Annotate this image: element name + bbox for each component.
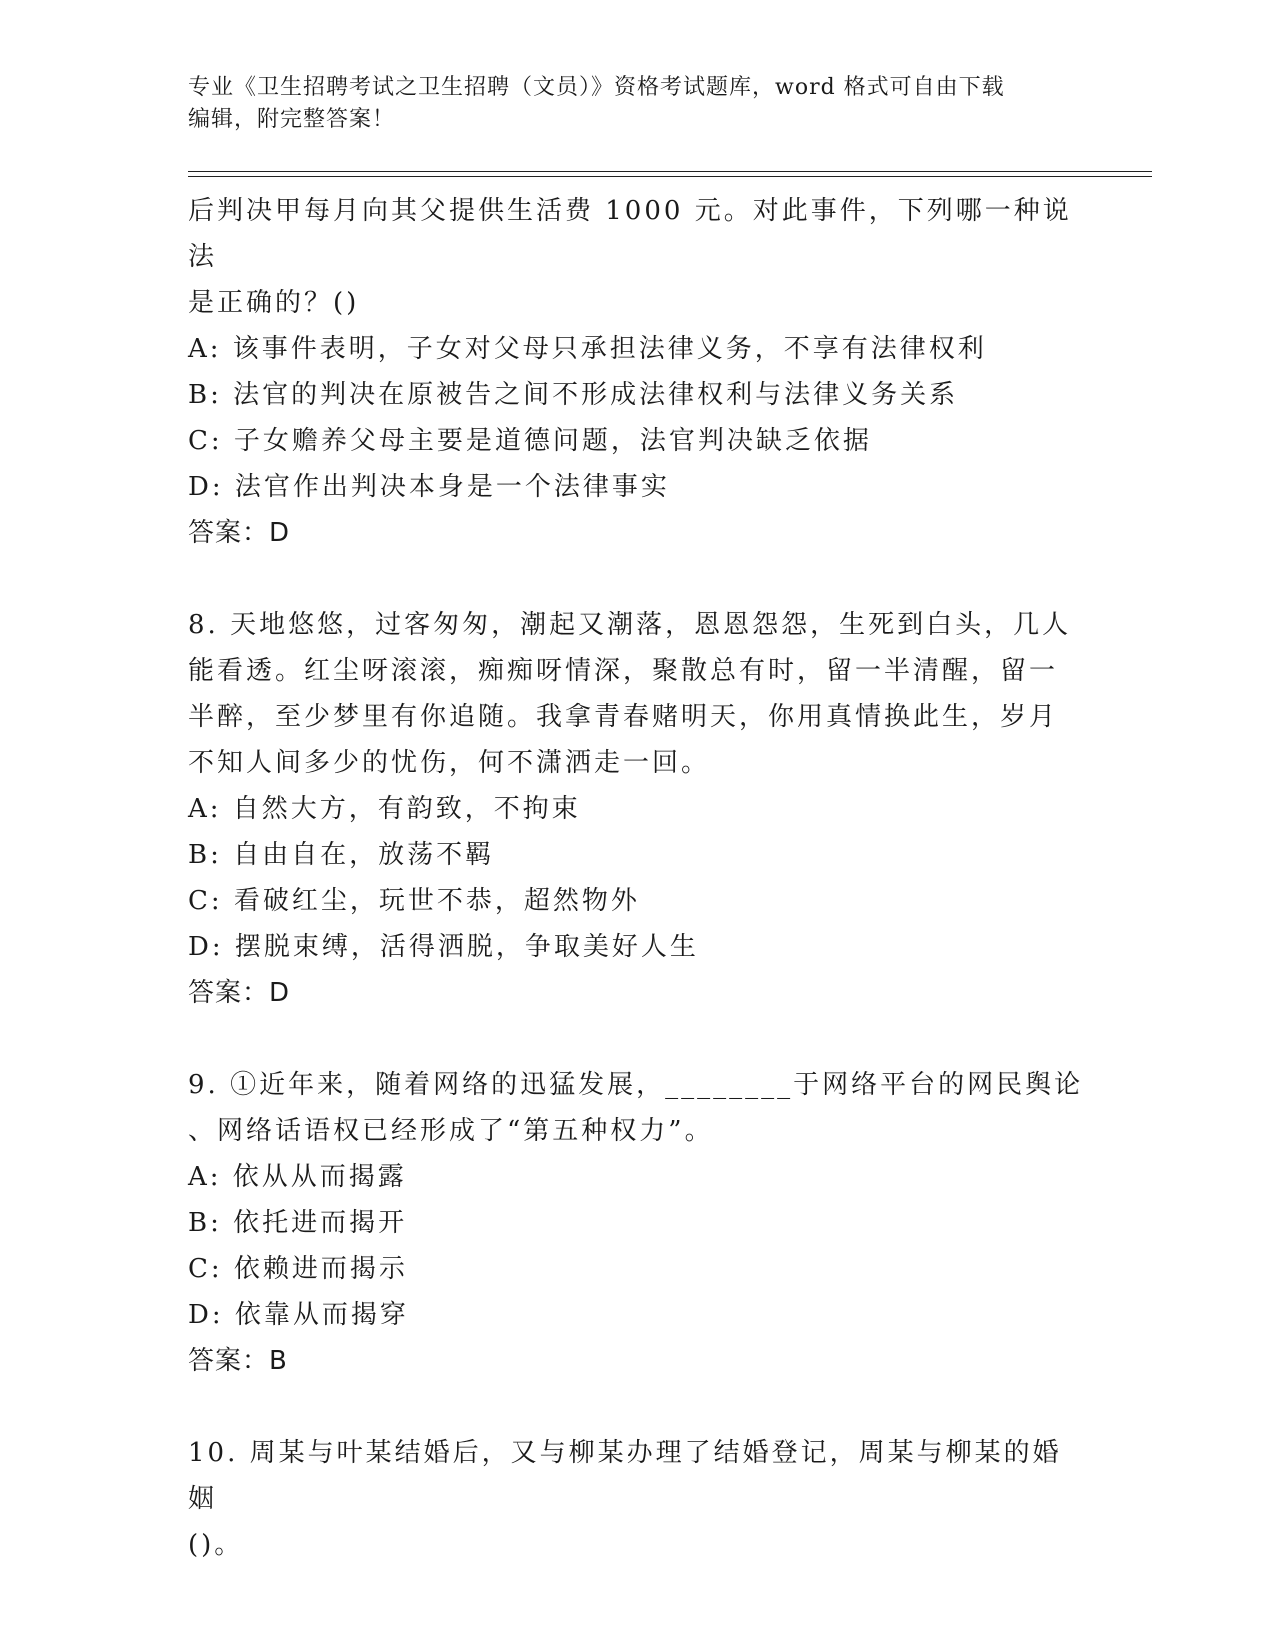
option-b: B: 法官的判决在原被告之间不形成法律权利与法律义务关系 (188, 380, 959, 410)
option-b: B: 依托进而揭开 (188, 1208, 408, 1238)
option-a: A: 自然大方，有韵致，不拘束 (188, 794, 581, 824)
option-a: A: 依从从而揭露 (188, 1162, 407, 1192)
option-a: A: 该事件表明，子女对父母只承担法律义务，不享有法律权利 (188, 334, 987, 364)
option-c: C: 看破红尘，玩世不恭，超然物外 (188, 886, 640, 916)
answer-label: 答案：D (188, 518, 291, 548)
question-stem-line: 、网络话语权已经形成了“第五种权力”。 (188, 1116, 714, 1146)
question-stem-line: 半醉，至少梦里有你追随。我拿青春赌明天，你用真情换此生，岁月 (188, 702, 1059, 732)
question-list (188, 188, 1088, 1614)
answer-label: 答案：D (188, 978, 291, 1008)
option-d: D: 依靠从而揭穿 (188, 1300, 409, 1330)
question-block (188, 602, 1088, 1016)
header-divider-top (188, 171, 1152, 172)
header-divider-bottom (188, 176, 1152, 177)
header-line-1: 专业《卫生招聘考试之卫生招聘（文员）》资格考试题库，word 格式可自由下载 (188, 75, 1005, 100)
question-stem-line: 是正确的？() (188, 288, 360, 318)
answer-label: 答案：B (188, 1346, 288, 1376)
question-stem-line: ()。 (188, 1530, 244, 1560)
question-block (188, 1430, 1088, 1568)
question-stem-line: 9. ①近年来，随着网络的迅猛发展，________于网络平台的网民舆论 (188, 1070, 1084, 1100)
option-c: C: 子女赡养父母主要是道德问题，法官判决缺乏依据 (188, 426, 872, 456)
question-stem-line: 能看透。红尘呀滚滚，痴痴呀情深，聚散总有时，留一半清醒，留一 (188, 656, 1059, 686)
question-stem-line: 8. 天地悠悠，过客匆匆，潮起又潮落，恩恩怨怨，生死到白头，几人 (188, 610, 1072, 640)
option-d: D: 摆脱束缚，活得洒脱，争取美好人生 (188, 932, 699, 962)
header-line-2: 编辑，附完整答案！ (188, 107, 396, 132)
option-d: D: 法官作出判决本身是一个法律事实 (188, 472, 670, 502)
question-stem-line: 后判决甲每月向其父提供生活费 1000 元。对此事件，下列哪一种说法 (188, 196, 1072, 272)
option-b: B: 自由自在，放荡不羁 (188, 840, 495, 870)
option-c: C: 依赖进而揭示 (188, 1254, 408, 1284)
page-header (188, 72, 1088, 136)
question-stem-line: 10. 周某与叶某结婚后，又与柳某办理了结婚登记，周某与柳某的婚姻 (188, 1438, 1062, 1514)
question-block (188, 188, 1088, 556)
question-block (188, 1062, 1088, 1384)
question-stem-line: 不知人间多少的忧伤，何不潇洒走一回。 (188, 748, 711, 778)
